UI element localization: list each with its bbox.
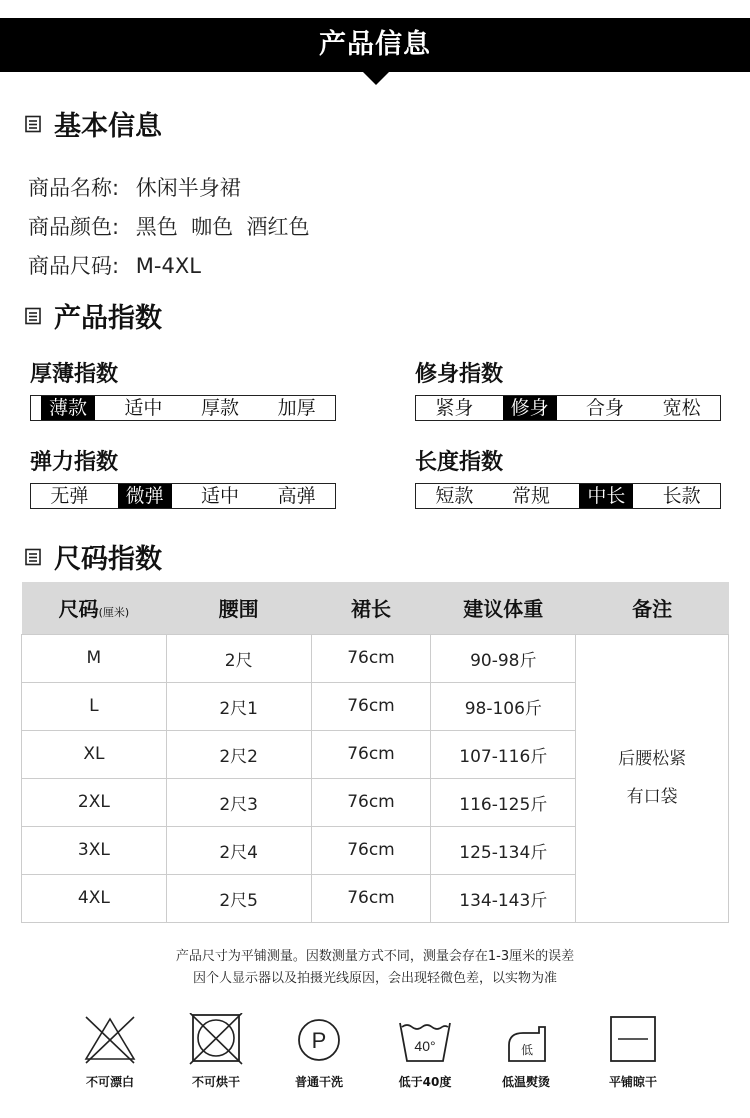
index-title-length: 长度指数 <box>415 450 504 475</box>
cell-size: XL <box>22 730 167 778</box>
index-option: 加厚 <box>277 397 316 419</box>
cell-size: 4XL <box>22 874 167 922</box>
index-option: 紧身 <box>435 397 474 419</box>
header-unit-label: (厘米) <box>98 606 130 620</box>
iron-low-icon <box>495 1013 557 1065</box>
care-label: 低于40度 <box>398 1075 452 1089</box>
cell-waist: 2尺2 <box>166 730 311 778</box>
care-no-bleach <box>70 1013 150 1090</box>
column-header-size <box>22 582 167 634</box>
section-basic-info <box>24 104 162 143</box>
care-wash-40 <box>385 1013 465 1090</box>
index-option-active: 微弹 <box>118 484 172 508</box>
cell-weight: 125-134斤 <box>431 826 576 874</box>
cell-waist: 2尺1 <box>166 682 311 730</box>
care-dry-flat <box>593 1013 673 1090</box>
index-option-active: 中长 <box>579 484 633 508</box>
cell-weight: 107-116斤 <box>431 730 576 778</box>
cell-length: 76cm <box>311 826 431 874</box>
cell-weight: 116-125斤 <box>431 778 576 826</box>
info-row-color <box>28 211 309 241</box>
size-table <box>21 582 729 923</box>
care-label: 不可漂白 <box>85 1075 134 1089</box>
iron-level: 低 <box>520 1043 534 1057</box>
care-no-tumble-dry <box>176 1013 256 1090</box>
cell-waist: 2尺5 <box>166 874 311 922</box>
section-size-index <box>24 537 162 576</box>
document-icon <box>24 307 42 325</box>
index-option: 无弹 <box>50 485 89 507</box>
header-notch <box>363 72 389 85</box>
index-option: 合身 <box>586 397 625 419</box>
index-option: 宽松 <box>662 397 701 419</box>
disclaimer-line: 因个人显示器以及拍摄光线原因，会出现轻微色差，以实物为准 <box>192 971 557 986</box>
index-option: 厚款 <box>201 397 240 419</box>
wash-40-icon <box>394 1013 456 1065</box>
cell-weight: 98-106斤 <box>431 682 576 730</box>
cell-weight: 90-98斤 <box>431 634 576 682</box>
index-title-fit: 修身指数 <box>415 362 504 387</box>
disclaimer-line: 产品尺寸为平铺测量。因数测量方式不同，测量会存在1-3厘米的误差 <box>175 949 575 964</box>
section-product-index <box>24 296 162 335</box>
care-label: 普通干洗 <box>294 1075 343 1089</box>
column-header-length: 裙长 <box>311 582 431 634</box>
cell-note <box>576 634 729 922</box>
dry-clean-symbol: P <box>311 1028 327 1053</box>
index-scale-elasticity <box>30 483 336 509</box>
cell-size: 3XL <box>22 826 167 874</box>
care-label: 不可烘干 <box>191 1075 240 1089</box>
document-icon <box>24 548 42 566</box>
index-option-active: 修身 <box>503 396 557 420</box>
info-row-size <box>28 250 201 280</box>
section-title-index: 产品指数 <box>54 303 162 334</box>
note-line: 有口袋 <box>626 787 678 807</box>
table-row <box>22 634 729 682</box>
header-size-label: 尺码 <box>58 597 99 622</box>
cell-size: M <box>22 634 167 682</box>
info-row-name <box>28 172 241 202</box>
cell-length: 76cm <box>311 634 431 682</box>
note-line: 后腰松紧 <box>618 749 687 769</box>
index-option: 常规 <box>512 485 551 507</box>
dry-flat-icon <box>604 1013 662 1065</box>
info-value: 黑色 咖色 酒红色 <box>135 215 310 239</box>
section-title-size: 尺码指数 <box>54 544 162 575</box>
index-option: 高弹 <box>277 485 316 507</box>
cell-length: 76cm <box>311 682 431 730</box>
column-header-weight: 建议体重 <box>431 582 576 634</box>
cell-length: 76cm <box>311 778 431 826</box>
index-option: 短款 <box>435 485 474 507</box>
cell-weight: 134-143斤 <box>431 874 576 922</box>
info-label: 商品颜色: <box>28 215 120 239</box>
index-scale-fit <box>415 395 721 421</box>
care-iron-low <box>486 1013 566 1090</box>
page-title: 产品信息 <box>319 29 431 60</box>
index-option: 长款 <box>662 485 701 507</box>
dry-clean-p-icon <box>290 1013 348 1065</box>
index-option: 适中 <box>124 397 163 419</box>
header-bar <box>0 18 750 72</box>
table-header-row <box>22 582 729 634</box>
document-icon <box>24 115 42 133</box>
care-label: 低温熨烫 <box>501 1075 550 1089</box>
index-title-elasticity: 弹力指数 <box>30 450 119 475</box>
cell-size: L <box>22 682 167 730</box>
column-header-note: 备注 <box>576 582 729 634</box>
cell-waist: 2尺4 <box>166 826 311 874</box>
index-scale-length <box>415 483 721 509</box>
cell-waist: 2尺3 <box>166 778 311 826</box>
index-title-thickness: 厚薄指数 <box>30 362 119 387</box>
care-label: 平铺晾干 <box>608 1075 657 1089</box>
care-dry-clean <box>279 1013 359 1090</box>
info-label: 商品尺码: <box>28 254 120 278</box>
index-scale-thickness <box>30 395 336 421</box>
section-title-basic: 基本信息 <box>54 111 162 142</box>
cell-waist: 2尺 <box>166 634 311 682</box>
column-header-waist: 腰围 <box>166 582 311 634</box>
info-label: 商品名称: <box>28 176 120 200</box>
info-value: 休闲半身裙 <box>135 176 241 200</box>
cell-size: 2XL <box>22 778 167 826</box>
index-option-active: 薄款 <box>41 396 95 420</box>
cell-length: 76cm <box>311 874 431 922</box>
no-tumble-dry-icon <box>187 1013 245 1065</box>
index-option: 适中 <box>201 485 240 507</box>
info-value: M-4XL <box>135 254 201 278</box>
no-bleach-icon <box>81 1013 139 1065</box>
cell-length: 76cm <box>311 730 431 778</box>
wash-temperature: 40° <box>414 1038 436 1054</box>
